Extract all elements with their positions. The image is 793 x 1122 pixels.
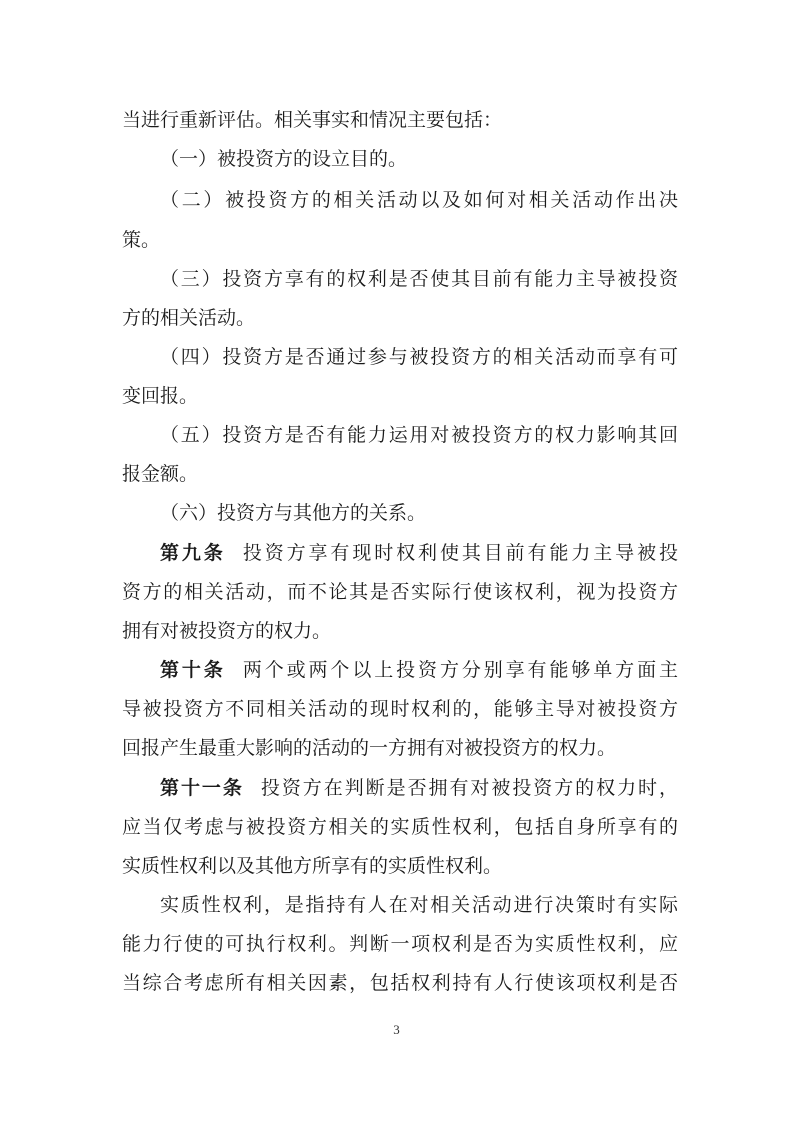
list-item: （四）投资方是否通过参与被投资方的相关活动而享有可 [160,346,678,368]
list-item: （二）被投资方的相关活动以及如何对相关活动作出决 [160,189,678,211]
text-line: 当综合考虑所有相关因素，包括权利持有人行使该项权利是否 [122,972,678,994]
article-text: 投资方在判断是否拥有对被投资方的权力时， [260,777,678,799]
article-text: 投资方享有现时权利使其目前有能力主导被投 [242,542,678,564]
text-line: 实质性权利以及其他方所享有的实质性权利。 [122,855,503,877]
text-line: 策。 [122,229,161,251]
article-ten-first-line [160,650,678,690]
text-line: 资方的相关活动，而不论其是否实际行使该权利，视为投资方 [122,581,678,603]
article-eleven-first-line [160,768,678,808]
list-item: （六）投资方与其他方的关系。 [160,502,427,524]
text-line: 回报产生最重大影响的活动的一方拥有对被投资方的权力。 [122,737,617,759]
text-line: 报金额。 [122,463,199,485]
article-nine-first-line [160,533,678,573]
text-line: 变回报。 [122,385,199,407]
article-text: 两个或两个以上投资方分别享有能够单方面主 [242,659,678,681]
list-item: （三）投资方享有的权利是否使其目前有能力主导被投资 [160,268,678,290]
text-line: 导被投资方不同相关活动的现时权利的，能够主导对被投资方 [122,698,678,720]
text-line: 能力行使的可执行权利。判断一项权利是否为实质性权利，应 [122,933,678,955]
page-number: 3 [393,1022,400,1037]
paragraph-first-line: 实质性权利，是指持有人在对相关活动进行决策时有实际 [160,894,678,916]
article-heading: 第十一条 [160,777,244,799]
text-line: 当进行重新评估。相关事实和情况主要包括： [122,109,503,131]
article-heading: 第九条 [160,542,226,564]
list-item: （五）投资方是否有能力运用对被投资方的权力影响其回 [160,424,678,446]
article-heading: 第十条 [160,659,226,681]
text-line: 应当仅考虑与被投资方相关的实质性权利，包括自身所享有的 [122,816,678,838]
text-line: 拥有对被投资方的权力。 [122,620,332,642]
text-line: 方的相关活动。 [122,307,256,329]
list-item: （一）被投资方的设立目的。 [160,148,408,170]
